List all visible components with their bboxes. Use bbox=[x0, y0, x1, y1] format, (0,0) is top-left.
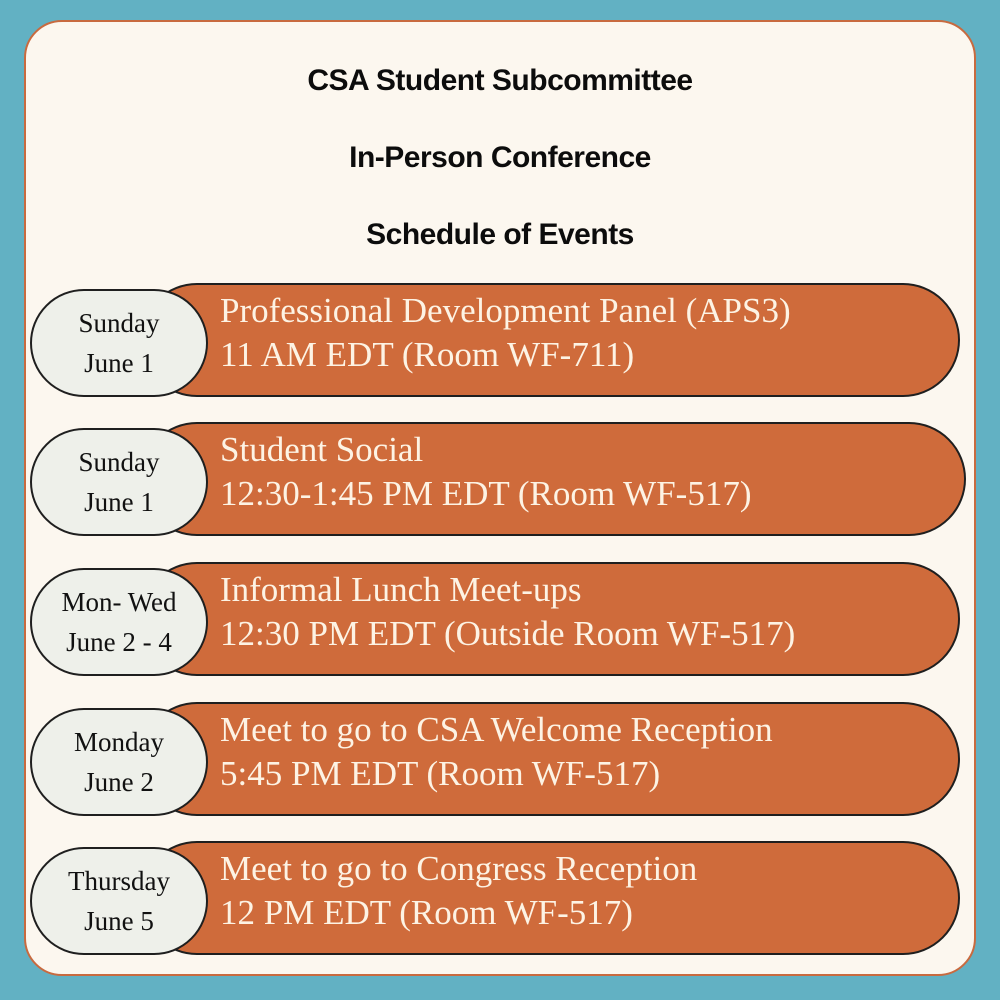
event-date-pill bbox=[30, 568, 208, 676]
title-line-1: CSA Student Subcommittee bbox=[307, 64, 693, 97]
event-day: Mon- Wed bbox=[61, 587, 177, 617]
event-date: June 2 - 4 bbox=[66, 627, 172, 657]
event-date-pill bbox=[30, 289, 208, 397]
event-date-pill bbox=[30, 428, 208, 536]
page-title bbox=[0, 42, 1000, 273]
event-name: Informal Lunch Meet-ups bbox=[220, 570, 582, 609]
event-date-pill bbox=[30, 708, 208, 816]
title-line-3: Schedule of Events bbox=[366, 218, 634, 251]
event-details: 12 PM EDT (Room WF-517) bbox=[220, 893, 633, 932]
event-text bbox=[220, 568, 795, 656]
event-day: Thursday bbox=[68, 866, 170, 896]
event-text bbox=[220, 428, 752, 516]
event-date: June 1 bbox=[84, 487, 154, 517]
event-details: 12:30 PM EDT (Outside Room WF-517) bbox=[220, 614, 796, 653]
event-name: Meet to go to Congress Reception bbox=[220, 849, 698, 888]
event-day: Sunday bbox=[78, 308, 160, 338]
event-text bbox=[220, 708, 773, 796]
event-date: June 5 bbox=[84, 906, 154, 936]
event-name: Student Social bbox=[220, 430, 424, 469]
event-name: Meet to go to CSA Welcome Reception bbox=[220, 710, 773, 749]
event-details: 11 AM EDT (Room WF-711) bbox=[220, 335, 635, 374]
event-date: June 2 bbox=[84, 767, 154, 797]
event-details: 5:45 PM EDT (Room WF-517) bbox=[220, 754, 661, 793]
event-details: 12:30-1:45 PM EDT (Room WF-517) bbox=[220, 474, 752, 513]
event-text bbox=[220, 847, 697, 935]
event-day: Monday bbox=[74, 727, 164, 757]
event-date: June 1 bbox=[84, 348, 154, 378]
event-name: Professional Development Panel (APS3) bbox=[220, 291, 791, 330]
event-day: Sunday bbox=[78, 447, 160, 477]
title-line-2: In-Person Conference bbox=[349, 141, 651, 174]
event-date-pill bbox=[30, 847, 208, 955]
event-text bbox=[220, 289, 791, 377]
